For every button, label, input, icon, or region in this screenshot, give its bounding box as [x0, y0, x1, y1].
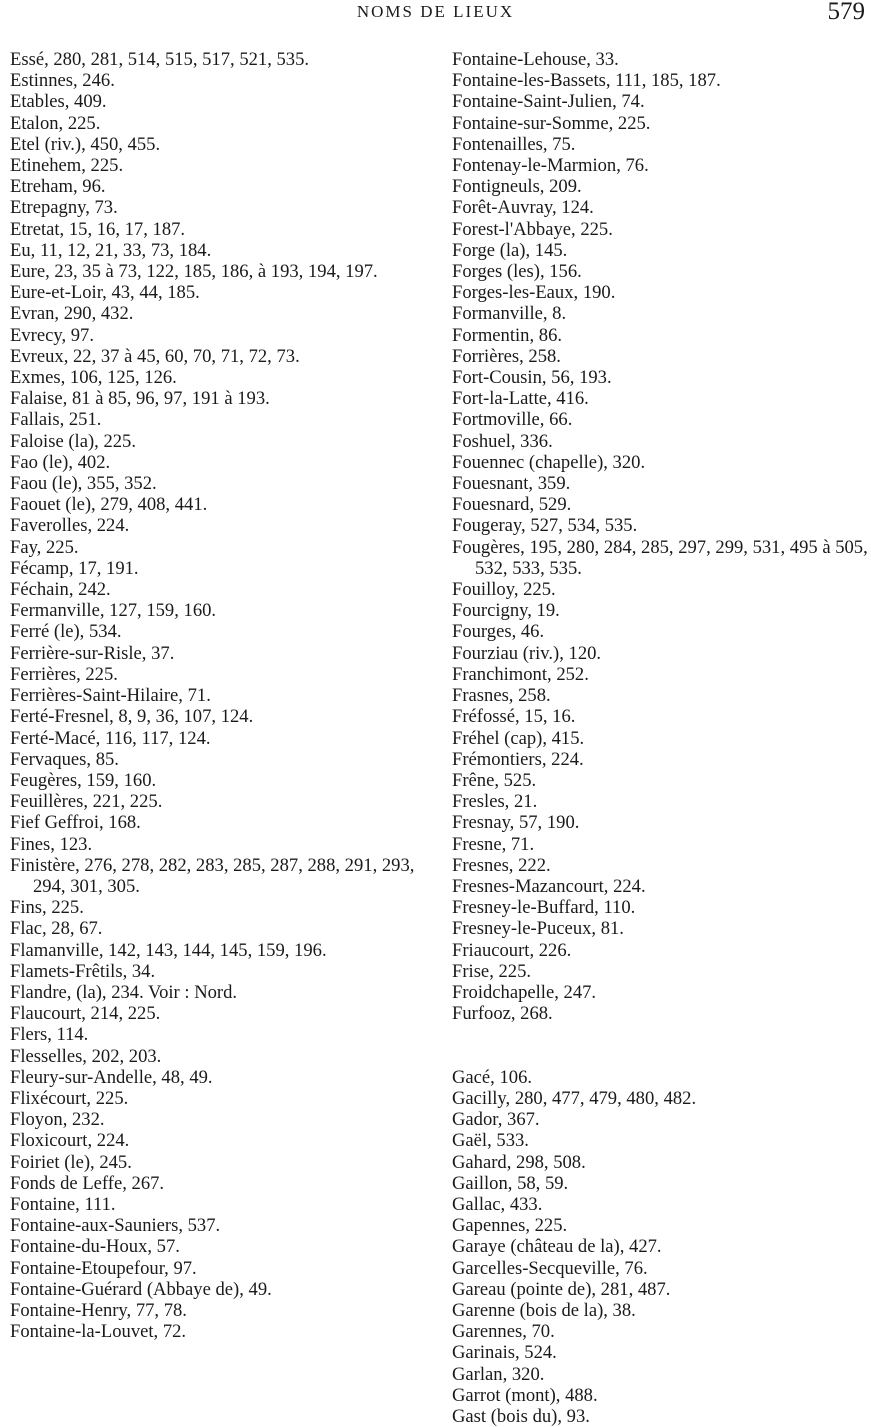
- index-entry: Frise, 225.: [452, 960, 532, 982]
- index-entry: Fouesnant, 359.: [452, 473, 571, 495]
- index-entry: Floyon, 232.: [10, 1109, 105, 1131]
- index-entry: Fourges, 46.: [452, 621, 545, 643]
- index-entry: Forêt-Auvray, 124.: [452, 197, 594, 219]
- index-entry: Fouesnard, 529.: [452, 494, 572, 516]
- index-entry: Ferrière-sur-Risle, 37.: [10, 642, 175, 664]
- index-entry: Flixécourt, 225.: [10, 1087, 129, 1109]
- index-entry: Faverolles, 224.: [10, 515, 130, 537]
- index-column-left: [10, 49, 430, 1342]
- index-entry: Flesselles, 202, 203.: [10, 1045, 162, 1067]
- index-entry: Ferrières-Saint-Hilaire, 71.: [10, 685, 211, 707]
- index-entry: Fougères, 195, 280, 284, 285, 297, 299, 531, 495 à 505, 532, 533, 535.: [452, 536, 868, 579]
- index-entry: Flers, 114.: [10, 1024, 89, 1046]
- index-entry: Fontenailles, 75.: [452, 133, 576, 155]
- index-entry: Etreham, 96.: [10, 176, 106, 198]
- index-entry: Froidchapelle, 247.: [452, 981, 597, 1003]
- index-entry: Frêne, 525.: [452, 769, 537, 791]
- index-entry: Fresney-le-Puceux, 81.: [452, 918, 624, 940]
- index-entry: Garrot (mont), 488.: [452, 1384, 598, 1406]
- index-entry: Fouennec (chapelle), 320.: [452, 451, 646, 473]
- index-entry: Fresnes-Mazancourt, 224.: [452, 875, 646, 897]
- index-entry: Fresnes, 222.: [452, 854, 551, 876]
- index-entry: Essé, 280, 281, 514, 515, 517, 521, 535.: [10, 49, 310, 70]
- index-entry: Ferrières, 225.: [10, 663, 118, 685]
- index-entry: Foiriet (le), 245.: [10, 1151, 132, 1173]
- index-entry: Flamets-Frêtils, 34.: [10, 960, 156, 982]
- index-entry: Forrières, 258.: [452, 345, 561, 367]
- index-entry: Eure-et-Loir, 43, 44, 185.: [10, 282, 200, 304]
- section-gap: [452, 1024, 871, 1045]
- index-entry: Fermanville, 127, 159, 160.: [10, 600, 217, 622]
- index-entry: Fresnay, 57, 190.: [452, 812, 580, 834]
- index-entry: Fontaine-les-Bassets, 111, 185, 187.: [452, 70, 721, 92]
- index-entry: Fonds de Leffe, 267.: [10, 1172, 165, 1194]
- index-entry: Fréfossé, 15, 16.: [452, 706, 576, 728]
- index-entry: Franchimont, 252.: [452, 663, 589, 685]
- index-entry: Faloise (la), 225.: [10, 430, 136, 452]
- index-entry: Gaillon, 58, 59.: [452, 1172, 569, 1194]
- index-entry: Garcelles-Secqueville, 76.: [452, 1257, 648, 1279]
- index-entry: Feuillères, 221, 225.: [10, 791, 163, 813]
- index-entry: Forges-les-Eaux, 190.: [452, 282, 616, 304]
- index-section-f: [452, 49, 871, 1024]
- index-entry: Friaucourt, 226.: [452, 939, 572, 961]
- index-entry: Fao (le), 402.: [10, 451, 111, 473]
- index-entry: Flac, 28, 67.: [10, 918, 103, 940]
- index-entry: Garinais, 524.: [452, 1342, 557, 1364]
- index-entry: Gareau (pointe de), 281, 487.: [452, 1278, 671, 1300]
- index-entry: Foshuel, 336.: [452, 430, 553, 452]
- index-entry: Formentin, 86.: [452, 324, 563, 346]
- index-entry: Flamanville, 142, 143, 144, 145, 159, 196.: [10, 939, 327, 961]
- index-entry: Fresles, 21.: [452, 791, 538, 813]
- section-gap: [452, 1046, 871, 1067]
- index-entry: Fontaine-Etoupefour, 97.: [10, 1257, 197, 1279]
- index-entry: Fresne, 71.: [452, 833, 535, 855]
- index-entry: Exmes, 106, 125, 126.: [10, 367, 177, 389]
- index-entry: Feugères, 159, 160.: [10, 769, 157, 791]
- index-entry: Forest-l'Abbaye, 225.: [452, 218, 613, 240]
- index-entry: Fortmoville, 66.: [452, 409, 573, 431]
- index-entry: Fontaine-la-Louvet, 72.: [10, 1321, 187, 1343]
- index-entry: Flaucourt, 214, 225.: [10, 1003, 161, 1025]
- index-entry: Fontaine-Henry, 77, 78.: [10, 1299, 187, 1321]
- index-entry: Fontaine-sur-Somme, 225.: [452, 112, 651, 134]
- index-entry: Fécamp, 17, 191.: [10, 557, 139, 579]
- index-entry: Gador, 367.: [452, 1109, 540, 1131]
- index-entry: Garaye (château de la), 427.: [452, 1236, 662, 1258]
- index-entry: Etables, 409.: [10, 91, 107, 113]
- index-section-g: [452, 1067, 871, 1427]
- running-header: NOMS DE LIEUX: [356, 2, 515, 21]
- index-entry: Forges (les), 156.: [452, 261, 582, 283]
- index-entry: Fresney-le-Buffard, 110.: [452, 897, 636, 919]
- index-entry: Faou (le), 355, 352.: [10, 473, 157, 495]
- index-entry: Fontaine-Saint-Julien, 74.: [452, 91, 645, 113]
- index-entry: Gast (bois du), 93.: [452, 1405, 590, 1427]
- index-entry: Fouilloy, 225.: [452, 579, 556, 601]
- index-entry: Etretat, 15, 16, 17, 187.: [10, 218, 186, 240]
- index-entry: Fervaques, 85.: [10, 748, 119, 770]
- index-entry: Fontenay-le-Marmion, 76.: [452, 155, 649, 177]
- index-entry: Etalon, 225.: [10, 112, 101, 134]
- index-entry: Fay, 225.: [10, 536, 79, 558]
- index-entry: Fougeray, 527, 534, 535.: [452, 515, 638, 537]
- page-number: 579: [827, 0, 865, 25]
- index-entry: Gacilly, 280, 477, 479, 480, 482.: [452, 1087, 697, 1109]
- index-entry: Flandre, (la), 234. Voir : Nord.: [10, 981, 238, 1003]
- index-entry: Eu, 11, 12, 21, 33, 73, 184.: [10, 239, 212, 261]
- index-entry: Fort-Cousin, 56, 193.: [452, 367, 612, 389]
- index-entry: Fleury-sur-Andelle, 48, 49.: [10, 1066, 213, 1088]
- index-entry: Fourcigny, 19.: [452, 600, 560, 622]
- index-entry: Faouet (le), 279, 408, 441.: [10, 494, 208, 516]
- index-entry: Fins, 225.: [10, 897, 84, 919]
- index-entry: Forge (la), 145.: [452, 239, 568, 261]
- index-entry: Etinehem, 225.: [10, 155, 124, 177]
- index-entry: Floxicourt, 224.: [10, 1130, 130, 1152]
- index-entry: Fontaine-aux-Sauniers, 537.: [10, 1215, 221, 1237]
- index-entry: Frasnes, 258.: [452, 685, 551, 707]
- index-entry: Fontaine-Guérard (Abbaye de), 49.: [10, 1278, 272, 1300]
- index-entry: Fourziau (riv.), 120.: [452, 642, 602, 664]
- index-entry: Formanville, 8.: [452, 303, 567, 325]
- index-entry: Fontigneuls, 209.: [452, 176, 582, 198]
- index-entry: Fontaine, 111.: [10, 1193, 116, 1215]
- index-entry: Fontaine-du-Houx, 57.: [10, 1236, 180, 1258]
- index-entry: Fontaine-Lehouse, 33.: [452, 49, 619, 70]
- index-entry: Gapennes, 225.: [452, 1215, 568, 1237]
- index-entry: Gahard, 298, 508.: [452, 1151, 586, 1173]
- index-entry: Gallac, 433.: [452, 1193, 543, 1215]
- index-entry: Garlan, 320.: [452, 1363, 545, 1385]
- index-entry: Etel (riv.), 450, 455.: [10, 133, 161, 155]
- index-entry: Evrecy, 97.: [10, 324, 94, 346]
- index-entry: Etrepagny, 73.: [10, 197, 118, 219]
- index-entry: Falaise, 81 à 85, 96, 97, 191 à 193.: [10, 388, 270, 410]
- index-entry: Eure, 23, 35 à 73, 122, 185, 186, à 193, 194, 197.: [10, 261, 378, 283]
- index-entry: Féchain, 242.: [10, 579, 111, 601]
- index-column-right: [452, 49, 871, 1427]
- index-entry: Garenne (bois de la), 38.: [452, 1299, 636, 1321]
- index-entry: Estinnes, 246.: [10, 70, 115, 92]
- index-entry: Finistère, 276, 278, 282, 283, 285, 287, 288, 291, 293, 294, 301, 305.: [10, 854, 415, 897]
- index-entry: Fort-la-Latte, 416.: [452, 388, 589, 410]
- index-entry: Fallais, 251.: [10, 409, 102, 431]
- index-entry: Ferté-Fresnel, 8, 9, 36, 107, 124.: [10, 706, 254, 728]
- index-entry: Gacé, 106.: [452, 1066, 533, 1088]
- index-entry: Frémontiers, 224.: [452, 748, 584, 770]
- index-entry: Fréhel (cap), 415.: [452, 727, 585, 749]
- index-entry: Ferré (le), 534.: [10, 621, 122, 643]
- index-entry: Evran, 290, 432.: [10, 303, 134, 325]
- index-entry: Fines, 123.: [10, 833, 93, 855]
- index-entry: Ferté-Macé, 116, 117, 124.: [10, 727, 211, 749]
- index-entry: Fief Geffroi, 168.: [10, 812, 141, 834]
- index-entry: Furfooz, 268.: [452, 1003, 553, 1025]
- index-entry: Garennes, 70.: [452, 1321, 555, 1343]
- index-entry: Evreux, 22, 37 à 45, 60, 70, 71, 72, 73.: [10, 345, 300, 367]
- index-entry: Gaël, 533.: [452, 1130, 529, 1152]
